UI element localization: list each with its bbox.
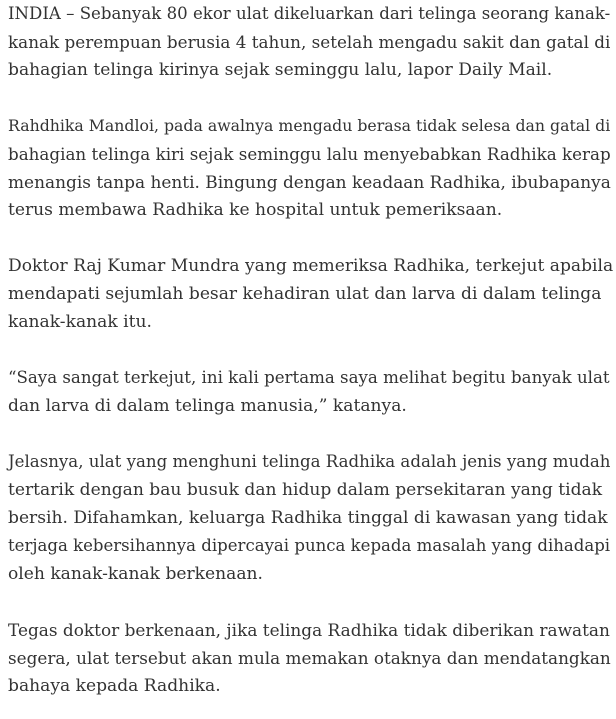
paragraph-line: bahaya kepada Radhika. bbox=[8, 676, 221, 696]
paragraph-4-quote bbox=[8, 364, 614, 420]
paragraph-line: Doktor Raj Kumar Mundra yang memeriksa Radhika, terkejut apabila bbox=[8, 256, 614, 276]
paragraph-line: oleh kanak-kanak berkenaan. bbox=[8, 564, 263, 584]
paragraph-5 bbox=[8, 448, 614, 588]
paragraph-line: segera, ulat tersebut akan mula memakan otaknya dan mendatangkan bbox=[8, 648, 611, 668]
paragraph-line: kanak perempuan berusia 4 tahun, setelah mengadu sakit dan gatal di bbox=[8, 32, 611, 52]
paragraph-line: Jelasnya, ulat yang menghuni telinga Radhika adalah jenis yang mudah bbox=[8, 452, 611, 471]
paragraph-line: dan larva di dalam telinga manusia,” katanya. bbox=[8, 396, 407, 416]
paragraph-3 bbox=[8, 252, 614, 336]
paragraph-1 bbox=[8, 0, 614, 84]
paragraph-line: INDIA – Sebanyak 80 ekor ulat dikeluarkan dari telinga seorang kanak- bbox=[8, 4, 611, 23]
paragraph-line: mendapati sejumlah besar kehadiran ulat dan larva di dalam telinga bbox=[8, 284, 602, 304]
paragraph-line: bahagian telinga kiri sejak seminggu lalu menyebabkan Radhika kerap bbox=[8, 144, 611, 164]
paragraph-line: “Saya sangat terkejut, ini kali pertama saya melihat begitu banyak ulat bbox=[8, 368, 610, 387]
paragraph-line: bersih. Difahamkan, keluarga Radhika tinggal di kawasan yang tidak bbox=[8, 508, 608, 528]
paragraph-line: menangis tanpa henti. Bingung dengan keadaan Radhika, ibubapanya bbox=[8, 172, 611, 192]
paragraph-line: terus membawa Radhika ke hospital untuk pemeriksaan. bbox=[8, 200, 503, 220]
paragraph-line: terjaga kebersihannya dipercayai punca kepada masalah yang dihadapi bbox=[8, 536, 611, 555]
article-body bbox=[8, 0, 614, 700]
paragraph-line: kanak-kanak itu. bbox=[8, 312, 152, 332]
paragraph-line: tertarik dengan bau busuk dan hidup dalam persekitaran yang tidak bbox=[8, 480, 603, 500]
paragraph-line: Rahdhika Mandloi, pada awalnya mengadu berasa tidak selesa dan gatal di bbox=[8, 116, 611, 135]
paragraph-6 bbox=[8, 616, 614, 700]
paragraph-line: bahagian telinga kirinya sejak seminggu lalu, lapor Daily Mail. bbox=[8, 60, 553, 80]
paragraph-line: Tegas doktor berkenaan, jika telinga Radhika tidak diberikan rawatan bbox=[8, 620, 610, 640]
paragraph-2 bbox=[8, 112, 614, 224]
